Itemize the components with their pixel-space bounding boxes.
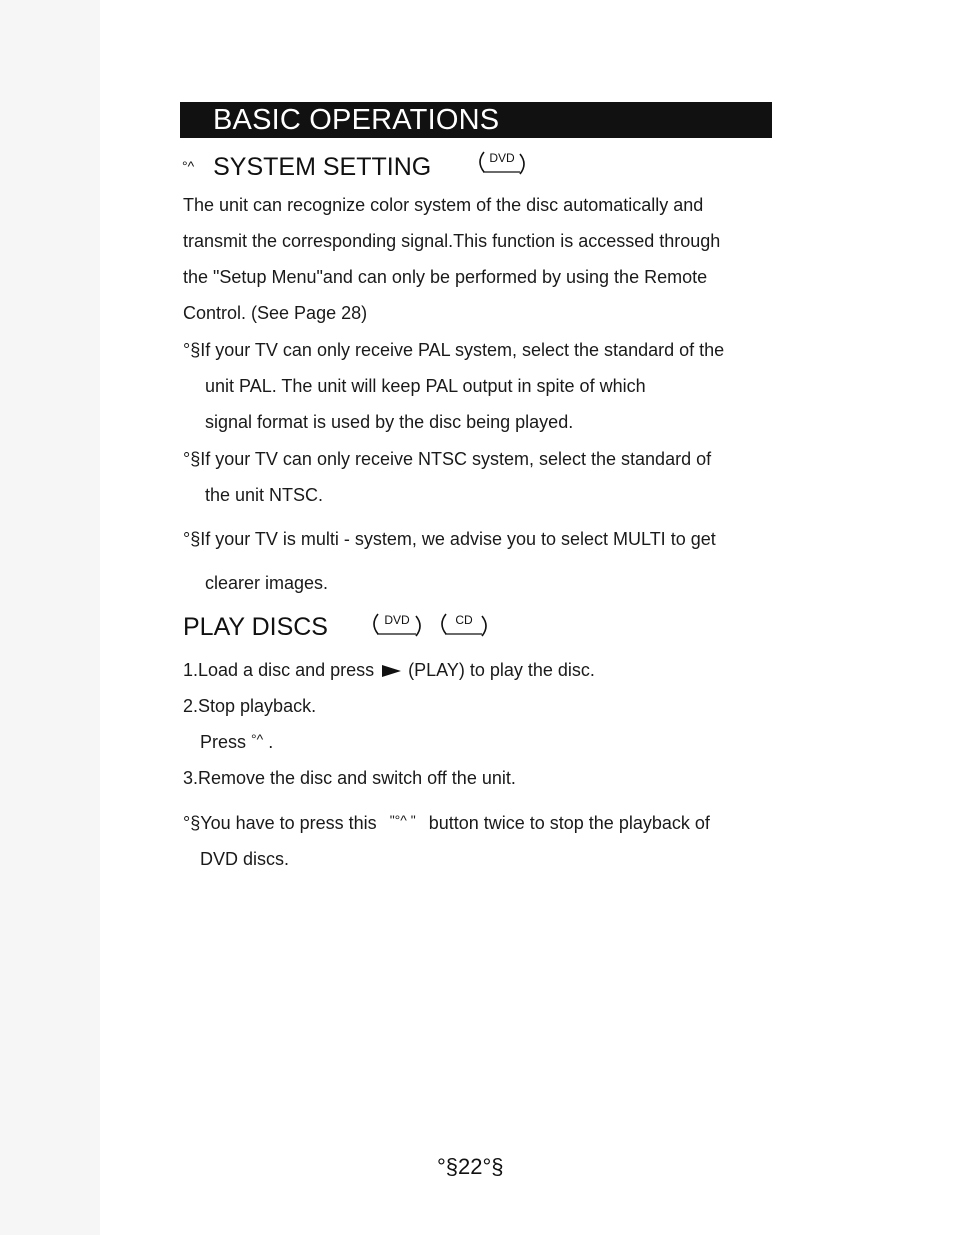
intro-line: Control. (See Page 28) [183, 303, 368, 323]
step-stop-playback: 2.Stop playback. [183, 696, 317, 716]
dvd-disc-badge [474, 150, 530, 176]
bullet-marker: °§ [183, 529, 201, 549]
intro-line: transmit the corresponding signal.This function is accessed through [183, 231, 721, 251]
page-number: °§22°§ [437, 1154, 504, 1179]
bullet-pal [183, 339, 724, 361]
bullet-continuation: unit PAL. The unit will keep PAL output in spite of which [205, 376, 646, 396]
stop-button-symbol: "°^ " [389, 812, 416, 828]
intro-line: The unit can recognize color system of the disc automatically and [183, 195, 704, 215]
note-text: You have to press this [200, 813, 377, 833]
bullet-ntsc [183, 448, 711, 470]
section-title: BASIC OPERATIONS [213, 104, 500, 136]
step-text: . [268, 732, 274, 752]
section-header-bar [180, 102, 772, 138]
cd-badge-label: CD [455, 613, 473, 627]
system-setting-heading [182, 152, 431, 185]
heading-prefix-symbol: °^ [182, 158, 195, 174]
bullet-marker: °§ [183, 340, 201, 360]
stop-twice-note [183, 812, 710, 835]
page-left-margin [0, 0, 100, 1235]
step-remove-disc: 3.Remove the disc and switch off the unit. [183, 768, 516, 788]
step-stop-press [200, 731, 273, 754]
dvd-disc-badge [368, 612, 426, 638]
bullet-text: If your TV can only receive NTSC system, select the standard of [200, 449, 712, 469]
bullet-marker: °§ [183, 449, 201, 469]
bullet-multi [183, 528, 716, 550]
bullet-marker: °§ [183, 813, 201, 833]
stop-button-symbol: °^ [251, 731, 264, 747]
step-load-disc [183, 659, 595, 681]
dvd-badge-label: DVD [489, 151, 515, 165]
bullet-text: If your TV can only receive PAL system, select the standard of the [200, 340, 725, 360]
note-continuation: DVD discs. [200, 849, 290, 869]
step-text: Press [200, 732, 247, 752]
intro-line: the "Setup Menu"and can only be performed by using the Remote [183, 267, 708, 287]
play-discs-heading: PLAY DISCS [183, 613, 328, 641]
note-text: button twice to stop the playback of [428, 813, 710, 833]
bullet-text: If your TV is multi - system, we advise you to select MULTI to get [200, 529, 716, 549]
dvd-badge-label: DVD [384, 613, 410, 627]
bullet-continuation: the unit NTSC. [205, 485, 324, 505]
step-text: (PLAY) to play the disc. [408, 660, 595, 680]
cd-disc-badge [436, 612, 492, 638]
play-icon [380, 664, 402, 678]
bullet-continuation: signal format is used by the disc being played. [205, 412, 574, 432]
bullet-continuation: clearer images. [205, 573, 329, 593]
step-text: 1.Load a disc and press [183, 660, 375, 680]
system-setting-title: SYSTEM SETTING [213, 153, 432, 181]
